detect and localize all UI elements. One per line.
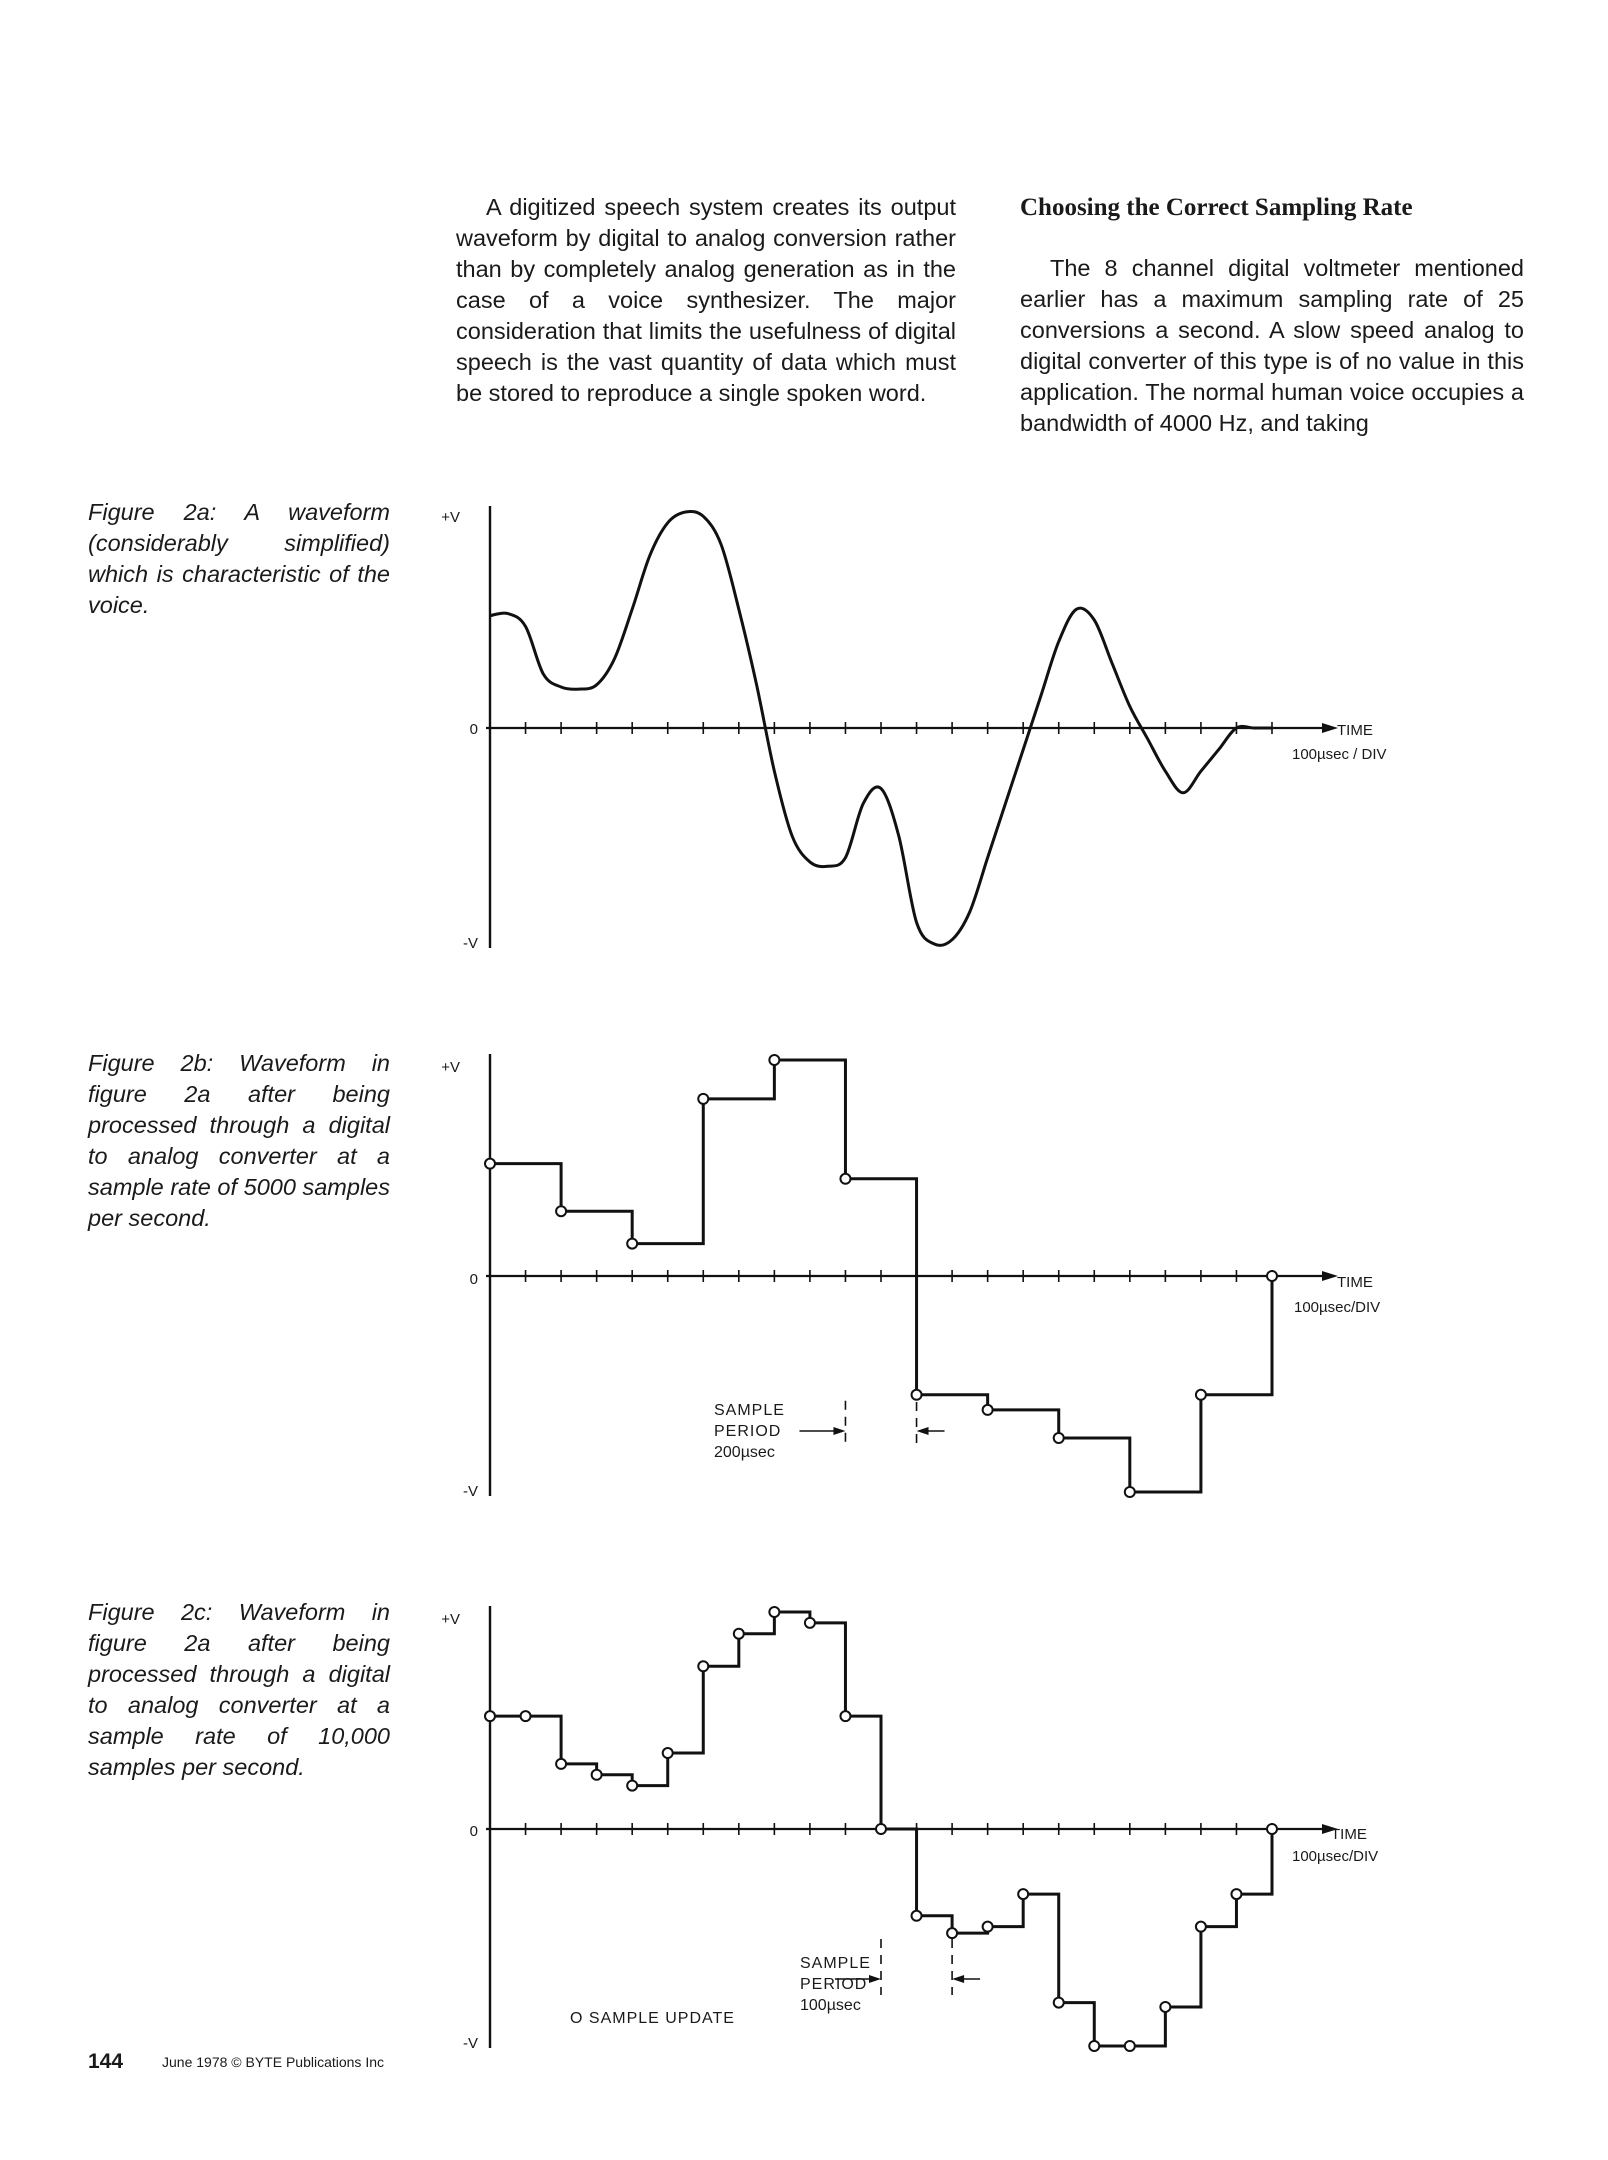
fig2a-axes [486,506,1338,948]
fig2b-period-line3: 200µsec [714,1444,775,1461]
sample-point [485,1711,495,1721]
fig2b-axis-unit: 100µsec/DIV [1294,1299,1381,1316]
fig2b-period-line2: PERIOD [714,1423,782,1440]
sample-point [627,1239,637,1249]
sample-point [521,1711,531,1721]
fig2b-label-neg: -V [463,1483,478,1500]
figure-2b-chart [0,1040,1608,1520]
sample-point [912,1390,922,1400]
fig2b-label-pos: +V [441,1059,460,1076]
sample-point [769,1055,779,1065]
fig2a-label-pos: +V [441,509,460,526]
sample-point [1125,2041,1135,2051]
fig2a-axis-unit: 100µsec / DIV [1292,746,1387,763]
sample-point [876,1824,886,1834]
sample-point [485,1159,495,1169]
sample-point [947,1928,957,1938]
article-right-column [1020,192,1524,439]
figure-2c-chart [0,1590,1608,2070]
fig2a-label-neg: -V [463,935,478,952]
fig2a-axis-label: TIME [1337,722,1373,739]
figure-2c-caption: Figure 2c: Waveform in figure 2a after being processed through a digital to analog converter at a sample rate of 10,000 samples per second. [88,1599,390,1780]
fig2c-label-pos: +V [441,1611,460,1628]
figure-2a-chart [0,490,1608,970]
sample-point [1267,1824,1277,1834]
sample-point [983,1922,993,1932]
sample-point [627,1781,637,1791]
fig2c-axes [486,1606,1338,2048]
sample-point [840,1711,850,1721]
sample-point [663,1748,673,1758]
fig2c-period-line1: SAMPLE [800,1955,871,1972]
fig2c-axis-unit: 100µsec/DIV [1292,1848,1379,1865]
sample-point [1054,1998,1064,2008]
footer-credit: June 1978 © BYTE Publications Inc [162,2054,384,2070]
period-arrowhead-left [833,1427,845,1435]
fig2a-label-zero: 0 [469,721,478,738]
sample-point [1018,1889,1028,1899]
sample-point [556,1759,566,1769]
figure-2a-caption: Figure 2a: A waveform (considerably simplified) which is characteristic of the voice. [88,499,390,618]
sample-point [698,1661,708,1671]
sample-point [1196,1390,1206,1400]
section-heading: Choosing the Correct Sampling Rate [1020,194,1413,221]
time-axis-arrowhead [1322,723,1338,733]
fig2b-period-line1: SAMPLE [714,1402,785,1419]
sample-point [1231,1889,1241,1899]
left-paragraph: A digitized speech system creates its output waveform by digital to analog conversion rather than by completely analog generation as in the case of a voice synthesizer. The major consideration that limits the usefulness of digital speech is the vast quantity of data which must be stored to reproduce a single spoken word. [456,194,956,406]
page-number: 144 [88,2050,124,2073]
sample-point [556,1206,566,1216]
sample-point [1054,1433,1064,1443]
fig2c-period-line3: 100µsec [800,1997,861,2014]
article-left-column [456,192,956,409]
sample-point [1267,1271,1277,1281]
sample-point [734,1629,744,1639]
period-arrowhead-left [869,1975,881,1983]
sample-point [1125,1487,1135,1497]
fig2c-label-neg: -V [463,2035,478,2052]
sample-point [805,1618,815,1628]
period-arrowhead-right [917,1427,929,1435]
right-paragraph: The 8 channel digital voltmeter mentioned earlier has a maximum sampling rate of 25 conversions a second. A slow speed analog to digital converter of this type is of no value in this application. The normal human voice occupies a bandwidth of 4000 Hz, and taking [1020,255,1524,436]
sample-point [912,1911,922,1921]
sample-point [698,1094,708,1104]
fig2c-label-zero: 0 [469,1823,478,1840]
sample-point [1089,2041,1099,2051]
sample-point [983,1405,993,1415]
sample-point [840,1174,850,1184]
fig2c-axis-label: TIME [1331,1826,1367,1843]
period-arrowhead-right [952,1975,964,1983]
figure-2b-caption: Figure 2b: Waveform in figure 2a after being processed through a digital to analog converter at a sample rate of 5000 samples per second. [88,1050,390,1231]
sample-point [1196,1922,1206,1932]
fig2b-label-zero: 0 [469,1271,478,1288]
sample-point [592,1770,602,1780]
sample-point [1160,2002,1170,2012]
fig2b-axes [486,1054,1338,1496]
fig2c-legend: O SAMPLE UPDATE [570,2010,735,2027]
sample-point [769,1607,779,1617]
time-axis-arrowhead [1322,1271,1338,1281]
fig2c-period-line2: PERIOD [800,1976,868,1993]
fig2b-axis-label: TIME [1337,1274,1373,1291]
